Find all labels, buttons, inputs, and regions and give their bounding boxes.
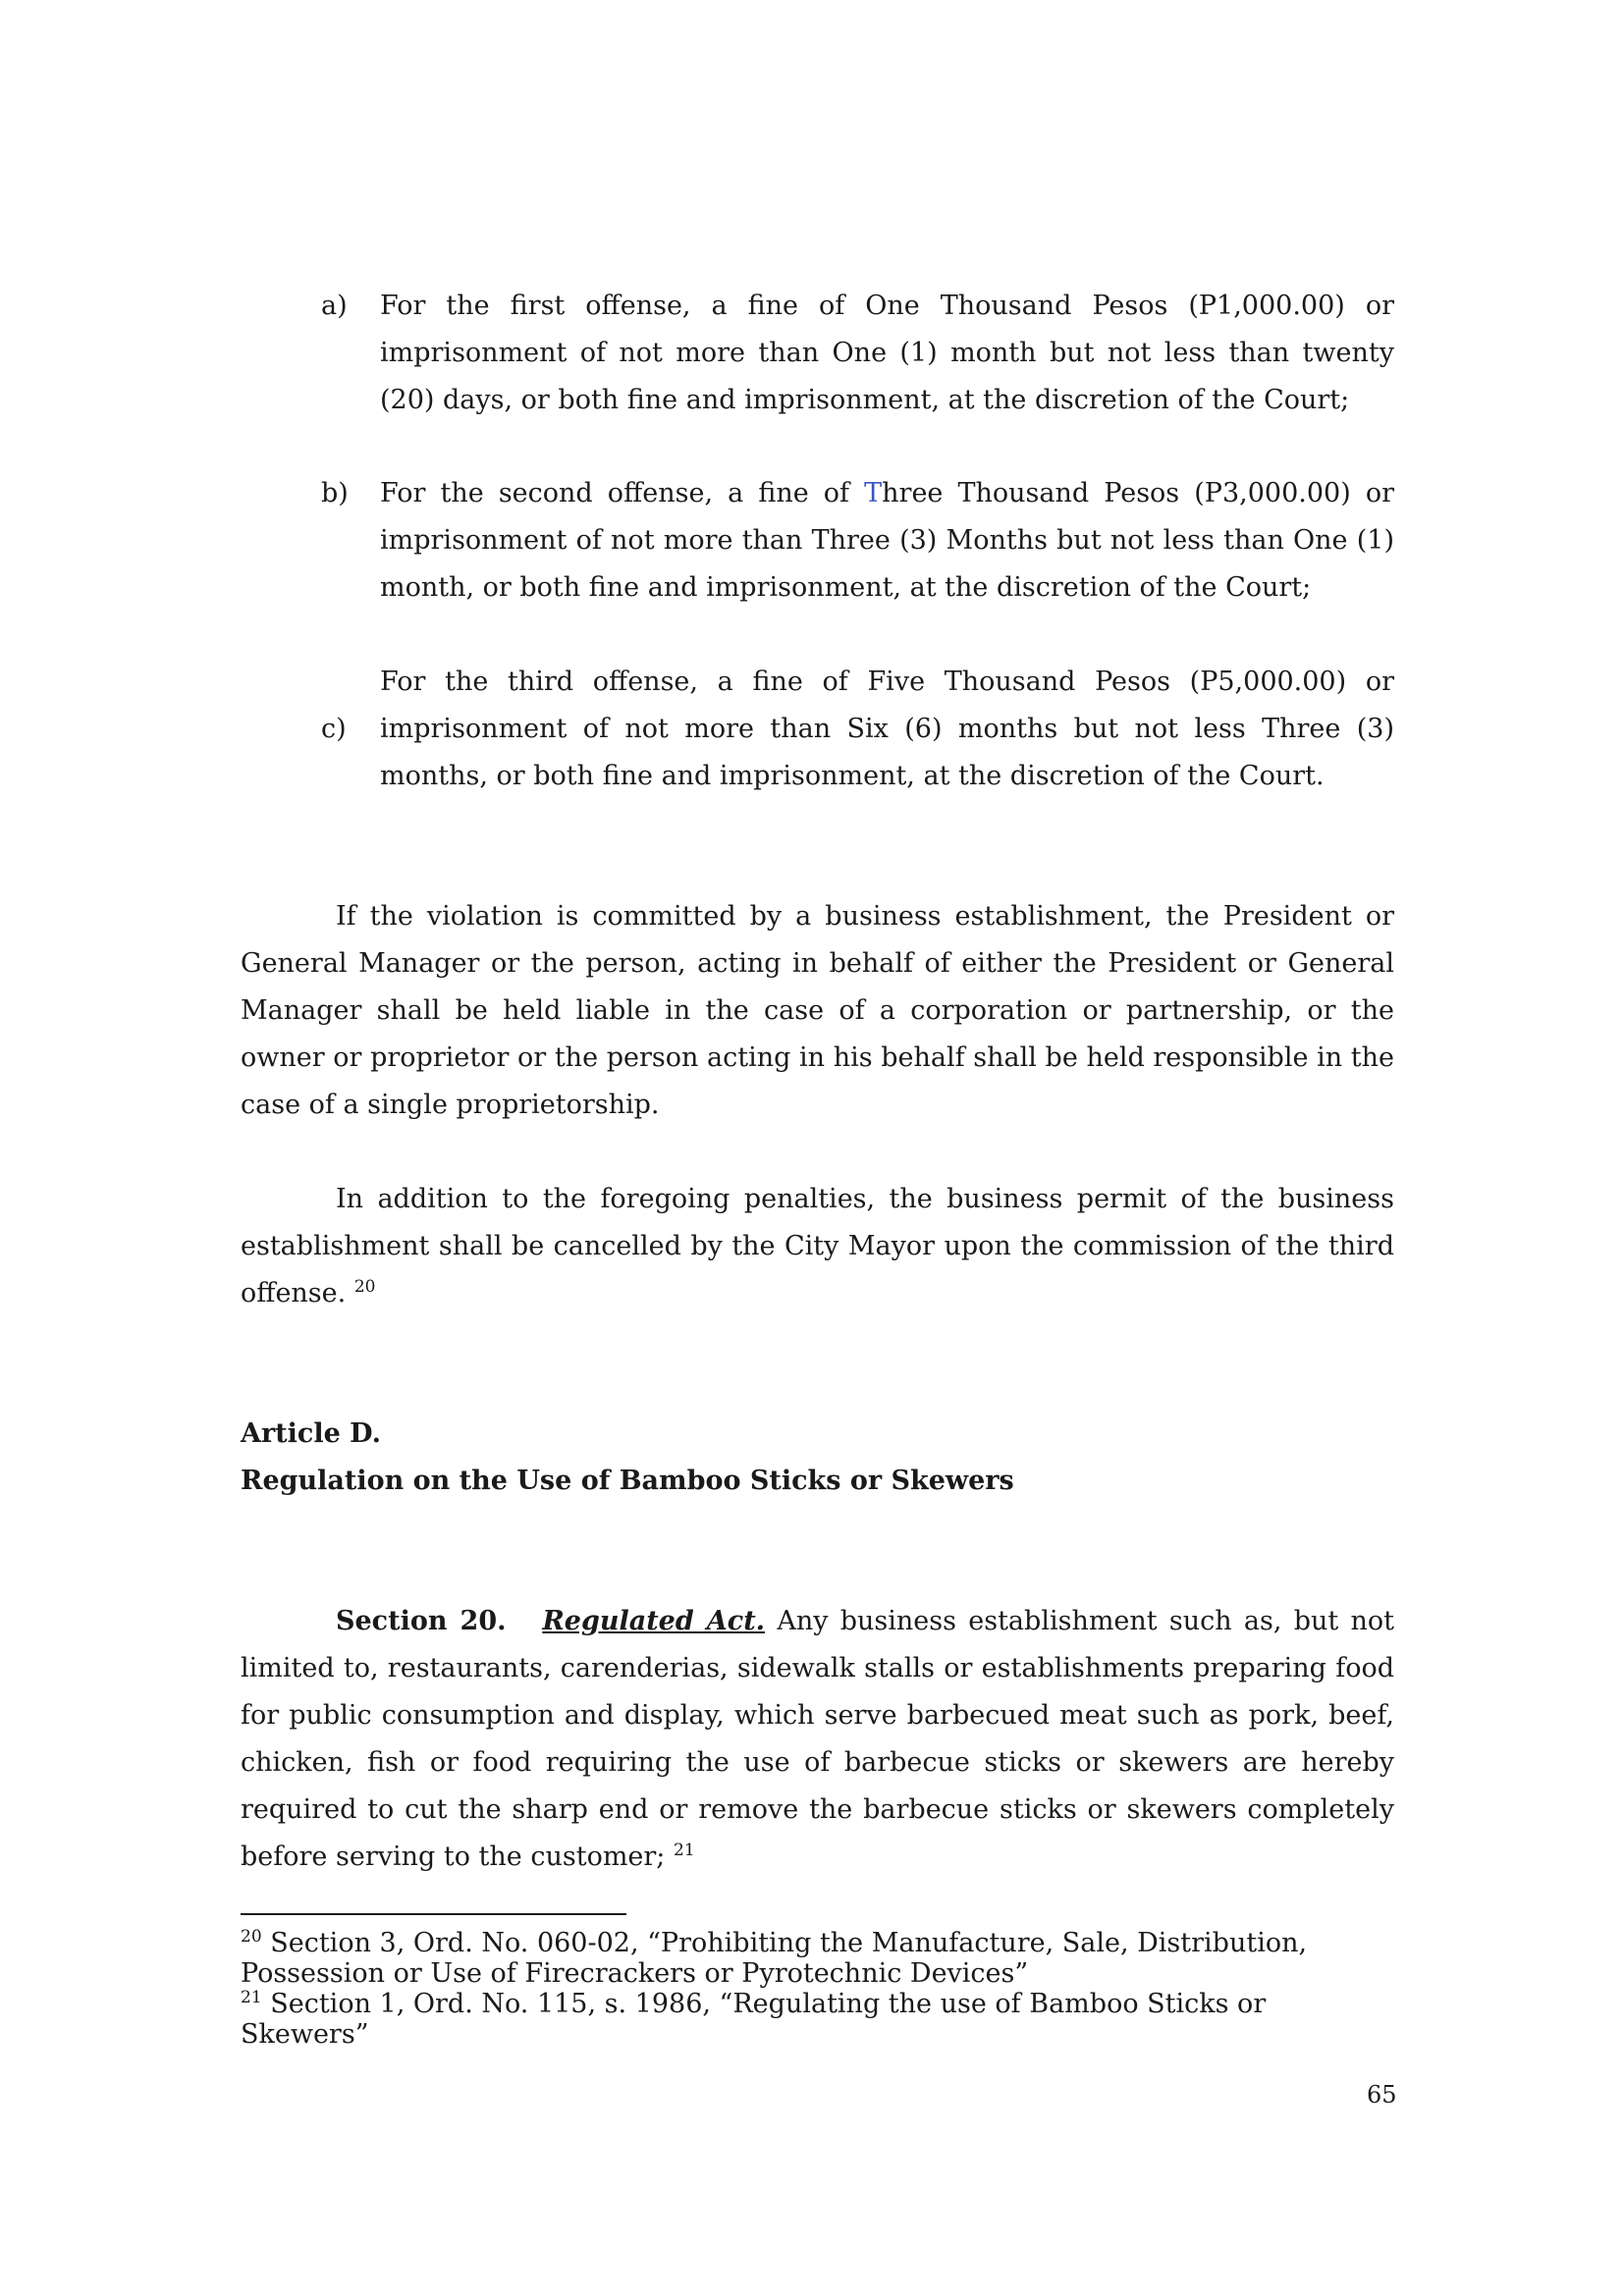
item-text bbox=[380, 470, 1394, 612]
liability-paragraph bbox=[241, 893, 1394, 1129]
cancellation-paragraph bbox=[241, 1176, 1394, 1317]
footnote-ref: 20 bbox=[353, 1277, 376, 1297]
footnote-separator bbox=[241, 1913, 626, 1915]
section-title: Regulated Act. bbox=[542, 1606, 766, 1636]
item-text-accent: T bbox=[864, 478, 883, 508]
item-text-pre: For the second offense, a fine of bbox=[380, 478, 865, 508]
footnote-number: 21 bbox=[241, 1988, 262, 2007]
footnotes bbox=[241, 1928, 1394, 2050]
item-letter: a) bbox=[321, 291, 348, 321]
item-text: For the third offense, a fine of Five Thousand Pesos (P5,000.00) or imprisonment of not more than Six (6) months but not less Three (3) months, or both fine and imprisonment, at the discretion of the Court. bbox=[380, 667, 1394, 791]
item-text-post: hree Thousand Pesos (P3,000.00) or imprisonment of not more than Three (3) Months but not less than One (1) month, or both fine and imprisonment, at the discretion of the Court; bbox=[380, 478, 1394, 603]
item-text: For the first offense, a fine of One Thousand Pesos (P1,000.00) or imprisonment of not more than One (1) month but not less than twenty (20) days, or both fine and imprisonment, at the discretion of the Court; bbox=[380, 291, 1394, 415]
item-letter: b) bbox=[321, 478, 349, 508]
footnote-21 bbox=[241, 1989, 1394, 2050]
footnote-number: 20 bbox=[241, 1927, 262, 1947]
footnote-text: Section 1, Ord. No. 115, s. 1986, “Regulating the use of Bamboo Sticks or Skewers” bbox=[241, 1989, 1267, 2050]
footnote-ref: 21 bbox=[674, 1841, 695, 1860]
section-number: Section 20. bbox=[336, 1606, 507, 1636]
cancellation-text: In addition to the foregoing penalties, the business permit of the business establishment shall be cancelled by the City Mayor upon the commission of the third offense. bbox=[241, 1184, 1394, 1308]
article-label: Article D. bbox=[241, 1418, 382, 1449]
article-title: Regulation on the Use of Bamboo Sticks or Skewers bbox=[241, 1466, 1014, 1496]
footnote-20-continued: Possession or Use of Firecrackers or Pyrotechnic Devices” bbox=[241, 1958, 1029, 1989]
page-number: 65 bbox=[1367, 2081, 1397, 2109]
footnote-text: Section 3, Ord. No. 060-02, “Prohibiting the Manufacture, Sale, Distribution, bbox=[270, 1928, 1308, 1958]
liability-text: If the violation is committed by a business establishment, the President or General Manager or the person, acting in behalf of either the President or General Manager shall be held liable in the case of a corporation or partnership, or the owner or proprietor or the person acting in his behalf shall be held responsible in the case of a single proprietorship. bbox=[241, 901, 1394, 1120]
section-paragraph bbox=[241, 1598, 1394, 1881]
section-text: Any business establishment such as, but not limited to, restaurants, carenderias, sidewalk stalls or establishments preparing food for public consumption and display, which serve barbecued meat such as pork, beef, chicken, fish or food requiring the use of barbecue sticks or skewers are hereby required to cut the sharp end or remove the barbecue sticks or skewers completely before serving to the customer; bbox=[241, 1606, 1394, 1872]
footnote-20 bbox=[241, 1928, 1394, 1958]
item-letter: c) bbox=[321, 714, 347, 744]
